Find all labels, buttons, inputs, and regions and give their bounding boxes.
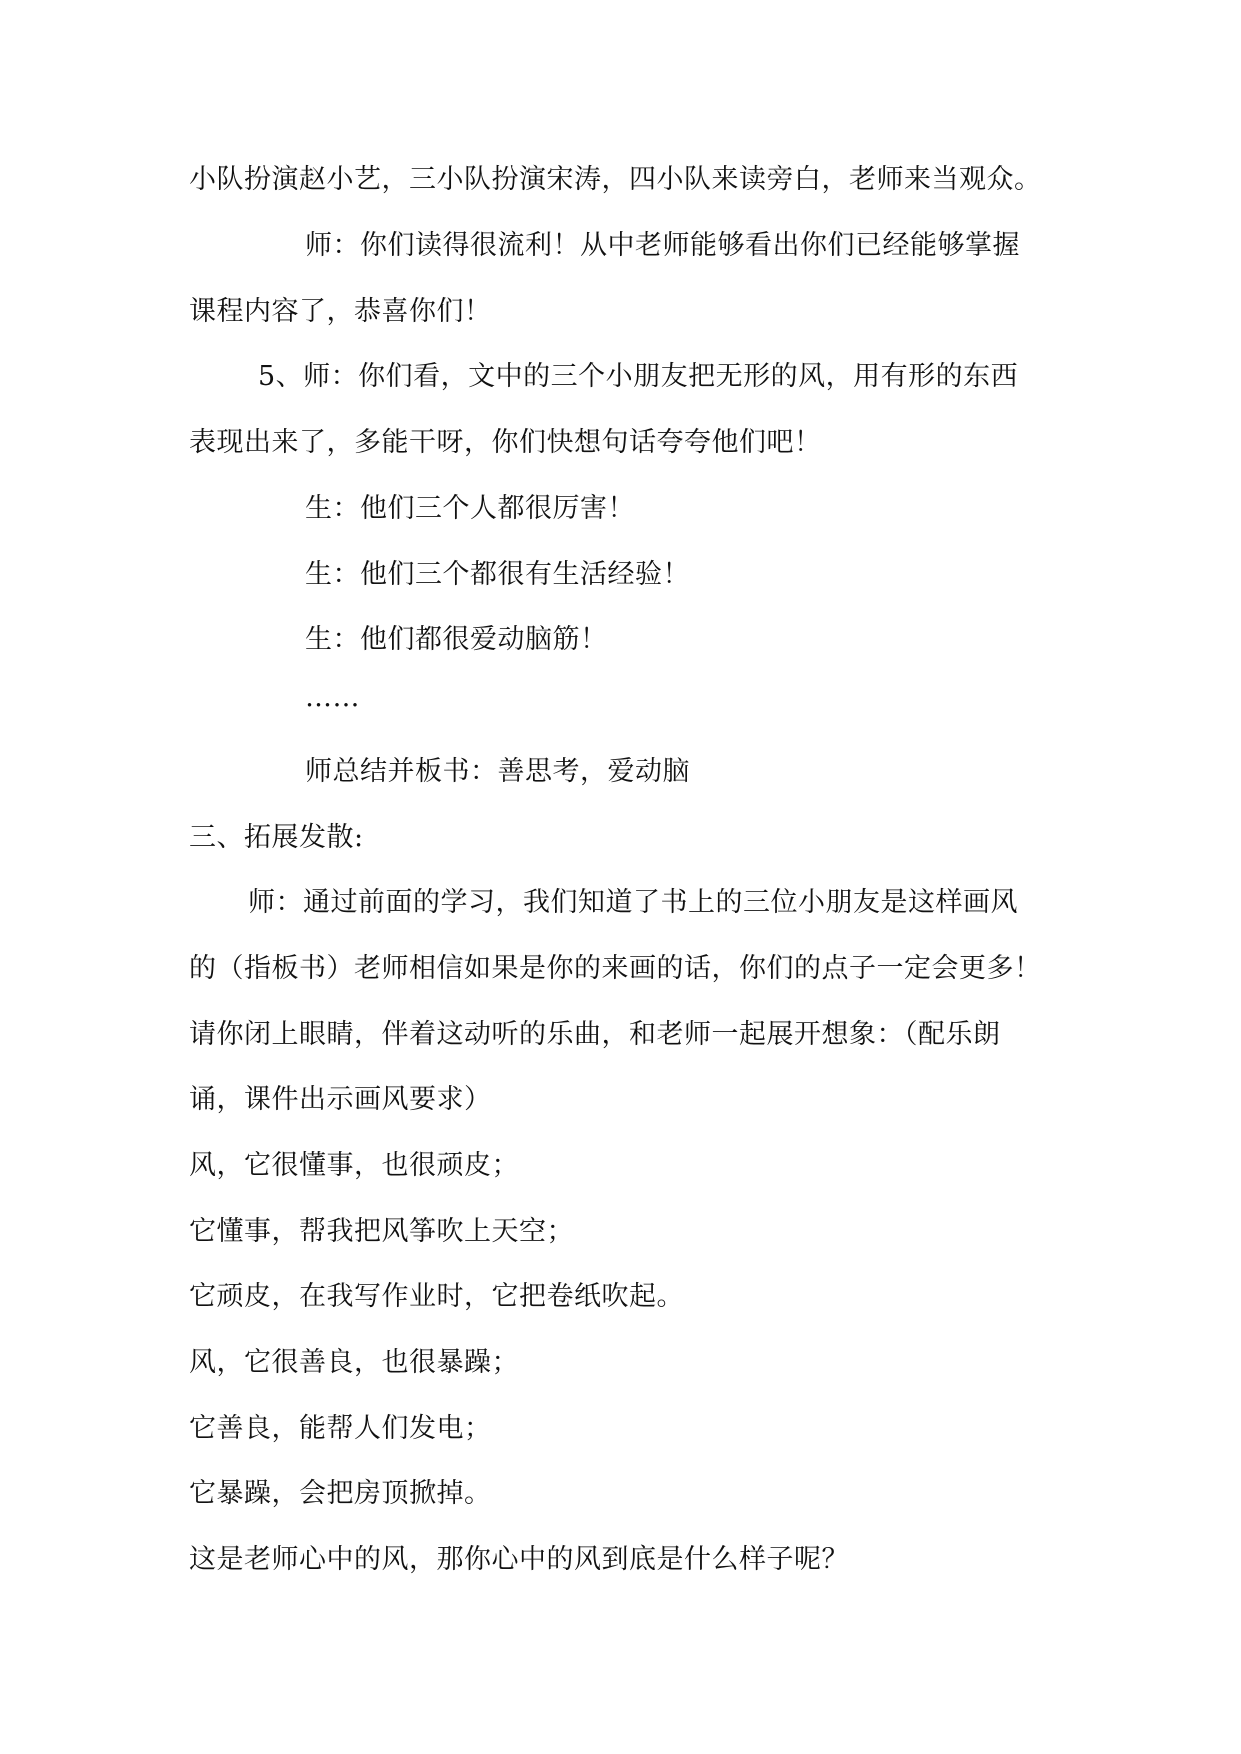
text-line-1: 小队扮演赵小艺，三小队扮演宋涛，四小队来读旁白，老师来当观众。 [189,164,1042,195]
ellipsis-line: …… [305,682,360,713]
poem-line-5: 它善良，能帮人们发电； [189,1413,492,1444]
text-line-4: 5、师：你们看，文中的三个小朋友把无形的风，用有形的东西 [258,361,1019,392]
poem-line-3: 它顽皮，在我写作业时，它把卷纸吹起。 [189,1281,684,1312]
text-line-3: 课程内容了，恭喜你们！ [189,296,492,327]
poem-line-1: 风，它很懂事，也很顽皮； [189,1150,519,1181]
text-line-7: 生：他们三个都很有生活经验！ [305,559,690,590]
text-line-12: 师：通过前面的学习，我们知道了书上的三位小朋友是这样画风 [248,887,1018,918]
closing-question: 这是老师心中的风，那你心中的风到底是什么样子呢？ [189,1544,849,1575]
text-line-8: 生：他们都很爱动脑筋！ [305,624,608,655]
poem-line-6: 它暴躁，会把房顶掀掉。 [189,1478,492,1509]
text-line-5: 表现出来了，多能干呀，你们快想句话夸夸他们吧！ [189,427,822,458]
text-line-14: 请你闭上眼睛，伴着这动听的乐曲，和老师一起展开想象：（配乐朗 [189,1019,1001,1050]
text-line-10: 师总结并板书：善思考，爱动脑 [305,756,690,787]
text-line-2: 师：你们读得很流利！从中老师能够看出你们已经能够掌握 [305,230,1020,261]
text-line-6: 生：他们三个人都很厉害！ [305,493,635,524]
poem-line-2: 它懂事，帮我把风筝吹上天空； [189,1216,574,1247]
text-line-15: 诵，课件出示画风要求） [189,1084,492,1115]
text-line-13: 的（指板书）老师相信如果是你的来画的话，你们的点子一定会更多！ [189,953,1042,984]
poem-line-4: 风，它很善良，也很暴躁； [189,1347,519,1378]
section-heading: 三、拓展发散: [189,822,364,853]
